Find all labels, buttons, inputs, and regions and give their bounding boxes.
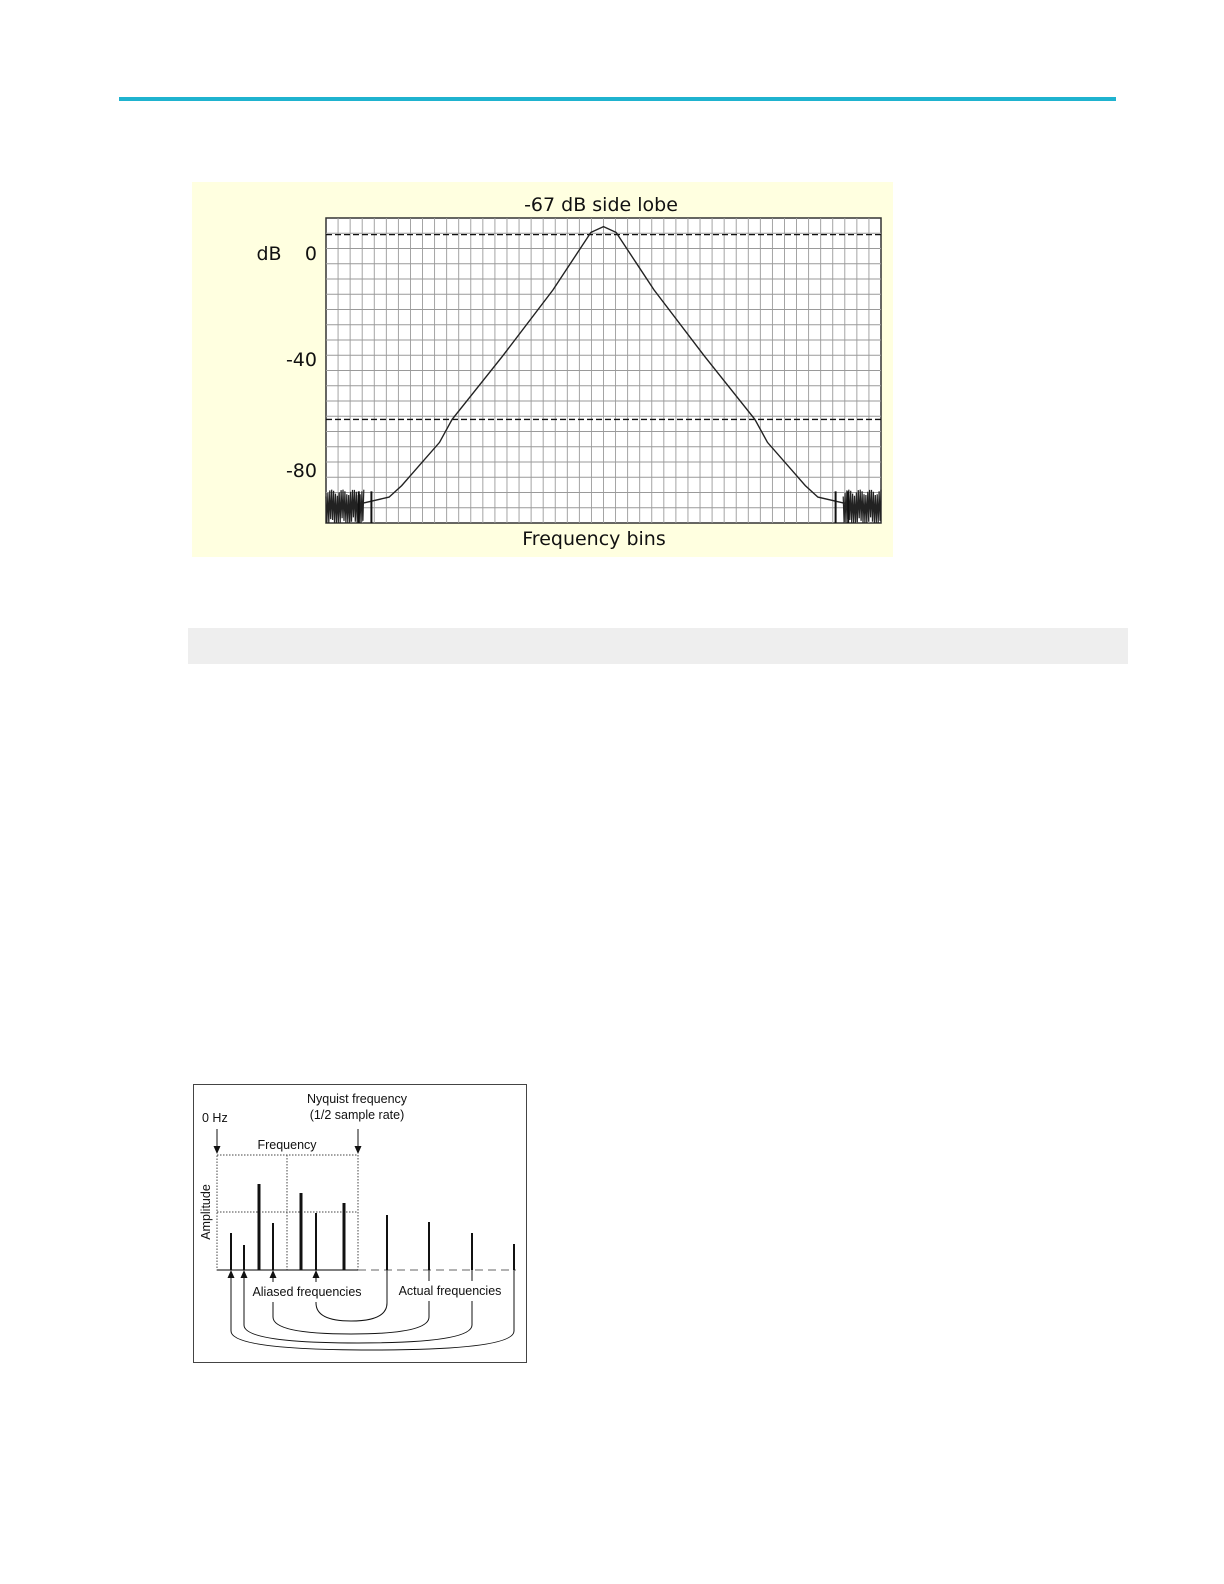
aliased-arrowhead-2 bbox=[241, 1270, 248, 1278]
y-tick-minus-80: -80 bbox=[285, 460, 317, 482]
y-axis-unit: dB bbox=[256, 243, 282, 265]
zero-hz-label: 0 Hz bbox=[202, 1111, 228, 1125]
fold-arc-3 bbox=[244, 1270, 472, 1343]
zero-hz-arrowhead bbox=[214, 1146, 221, 1154]
y-tick-minus-40: -40 bbox=[285, 349, 317, 371]
aliasing-figure bbox=[193, 1084, 527, 1363]
aliased-arrowhead-4 bbox=[313, 1270, 320, 1278]
header-rule bbox=[119, 97, 1116, 101]
window-response-chart bbox=[192, 182, 893, 557]
aliased-frequencies-label: Aliased frequencies bbox=[252, 1285, 362, 1299]
frequency-label: Frequency bbox=[257, 1138, 317, 1152]
actual-frequencies-label: Actual frequencies bbox=[398, 1284, 502, 1298]
x-axis-label: Frequency bins bbox=[522, 528, 666, 550]
nyquist-label-line1: Nyquist frequency bbox=[306, 1092, 408, 1106]
aliased-arrowhead-1 bbox=[228, 1270, 235, 1278]
nyquist-arrowhead bbox=[355, 1146, 362, 1154]
nyquist-label-line2: (1/2 sample rate) bbox=[309, 1108, 405, 1122]
chart-title: -67 dB side lobe bbox=[524, 194, 678, 216]
aliasing-diagram bbox=[194, 1085, 526, 1362]
y-tick-0: 0 bbox=[304, 243, 317, 265]
window-response-figure bbox=[192, 182, 893, 557]
amplitude-label: Amplitude bbox=[199, 1184, 213, 1240]
aliased-arrowhead-3 bbox=[270, 1270, 277, 1278]
gray-banner bbox=[188, 628, 1128, 664]
